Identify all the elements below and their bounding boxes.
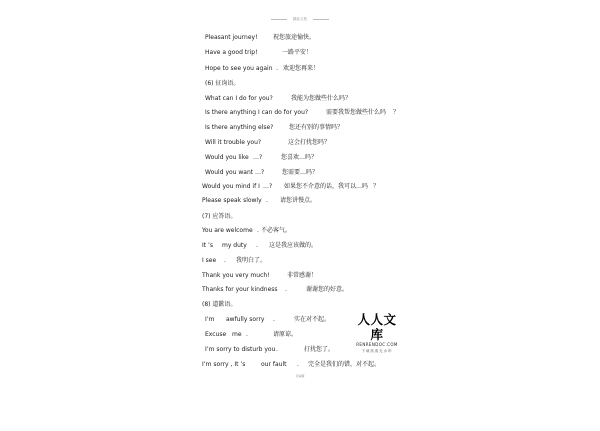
english-phrase: Please speak slowly	[202, 197, 262, 204]
english-phrase-middle: me	[232, 331, 242, 338]
punctuation-mark: …?	[253, 154, 263, 161]
punctuation-mark: .	[224, 257, 226, 264]
phrase-line	[0, 32, 600, 44]
punctuation-mark: .	[257, 227, 259, 234]
chinese-translation: 这会打扰您吗？	[288, 139, 331, 146]
english-phrase: I’m	[205, 316, 215, 323]
phrase-line	[0, 181, 600, 193]
chinese-translation: 您需要…吗？	[282, 169, 319, 176]
phrase-line	[0, 195, 600, 207]
english-phrase: What can I do for you?	[205, 95, 273, 102]
phrase-line	[0, 225, 600, 237]
punctuation-mark: .	[276, 346, 278, 353]
section-heading	[0, 211, 600, 223]
section-title: (6) 征询语。	[205, 80, 240, 87]
punctuation-mark: …?	[263, 183, 273, 190]
phrase-line	[0, 152, 600, 164]
header-rule-left	[271, 19, 287, 20]
page-footer: 可编辑	[295, 374, 305, 378]
phrase-line	[0, 329, 600, 341]
page-header	[0, 17, 600, 22]
header-text: 精品文档	[293, 17, 307, 21]
chinese-translation: 我明白了。	[236, 257, 267, 264]
chinese-translation: 一路平安！	[282, 49, 313, 56]
punctuation-mark: .	[266, 197, 268, 204]
english-phrase: Have a good trip!	[205, 49, 258, 56]
chinese-translation: 祝您旅途愉快。	[273, 34, 316, 41]
chinese-translation: 欢迎您再来！	[283, 65, 320, 72]
english-phrase-middle: our fault	[261, 361, 287, 368]
phrase-line	[0, 314, 600, 326]
chinese-translation: 您喜欢…吗？	[281, 154, 318, 161]
chinese-translation: 我能为您做些什么吗？	[291, 95, 352, 102]
chinese-translation: 打扰您了。	[304, 346, 335, 353]
phrase-line	[0, 122, 600, 134]
english-phrase-middle: my duty	[222, 242, 247, 249]
chinese-translation: 完全是我们的错，对不起。	[308, 361, 381, 368]
punctuation-mark: .	[246, 331, 248, 338]
section-title: (8) 道歉语。	[202, 301, 237, 308]
phrase-line	[0, 284, 600, 296]
english-phrase: You are welcome	[202, 227, 253, 234]
english-phrase: Would you want	[205, 169, 254, 176]
logo-title: 人人文库	[357, 312, 397, 342]
punctuation-mark: ？	[373, 183, 380, 190]
chinese-translation: 非常感谢！	[287, 272, 318, 279]
punctuation-mark: .	[273, 316, 275, 323]
phrase-line	[0, 63, 600, 75]
english-phrase: Is there anything else?	[205, 124, 274, 131]
phrase-line	[0, 344, 600, 356]
phrase-line	[0, 255, 600, 267]
english-phrase: Would you mind if I	[202, 183, 260, 190]
english-phrase-middle: awfully sorry	[226, 316, 265, 323]
chinese-translation: 请您讲慢点。	[280, 197, 317, 204]
chinese-translation: 请原谅。	[273, 331, 298, 338]
section-title: (7) 应答语。	[202, 213, 237, 220]
phrase-line	[0, 137, 600, 149]
english-phrase: Excuse	[205, 331, 227, 338]
english-phrase: Would you like	[205, 154, 249, 161]
english-phrase: Thanks for your kindness	[202, 286, 278, 293]
chinese-translation: 实在对不起。	[294, 316, 331, 323]
renrendoc-watermark-logo	[354, 312, 400, 353]
english-phrase: Thank you very much!	[202, 272, 270, 279]
english-phrase: I see	[202, 257, 217, 264]
section-heading	[0, 78, 600, 90]
phrase-line	[0, 93, 600, 105]
phrase-line	[0, 359, 600, 371]
english-phrase: Is there anything I can do for you?	[205, 109, 309, 116]
punctuation-mark: …?	[255, 169, 265, 176]
logo-site: RENRENDOC.COM	[356, 342, 398, 347]
chinese-translation: 如果您不介意的话，我可以…吗	[284, 183, 369, 190]
english-phrase: I’m sorry to disturb you	[205, 346, 276, 353]
section-heading	[0, 299, 600, 311]
punctuation-mark: .	[297, 361, 299, 368]
chinese-translation: 这是我应该做的。	[269, 242, 318, 249]
english-phrase: Hope to see you again	[205, 65, 273, 72]
punctuation-mark: .	[256, 242, 258, 249]
phrase-line	[0, 107, 600, 119]
english-phrase: I’m sorry , It ’s	[202, 361, 246, 368]
phrase-line	[0, 47, 600, 59]
header-rule-right	[313, 19, 329, 20]
logo-tagline: 下载高清无水印	[361, 349, 393, 353]
punctuation-mark: ？	[393, 109, 400, 116]
phrase-line	[0, 167, 600, 179]
english-phrase: It ’s	[202, 242, 214, 249]
phrase-line	[0, 270, 600, 282]
chinese-translation: 您还有别的事情吗？	[289, 124, 344, 131]
chinese-translation: 不必客气。	[261, 227, 292, 234]
english-phrase: Pleasant journey!	[205, 34, 258, 41]
punctuation-mark: .	[276, 65, 278, 72]
english-phrase: Will it trouble you?	[205, 139, 262, 146]
punctuation-mark: .	[285, 286, 287, 293]
phrase-line	[0, 240, 600, 252]
chinese-translation: 需要我帮您做些什么吗	[326, 109, 387, 116]
chinese-translation: 谢谢您的好意。	[306, 286, 349, 293]
